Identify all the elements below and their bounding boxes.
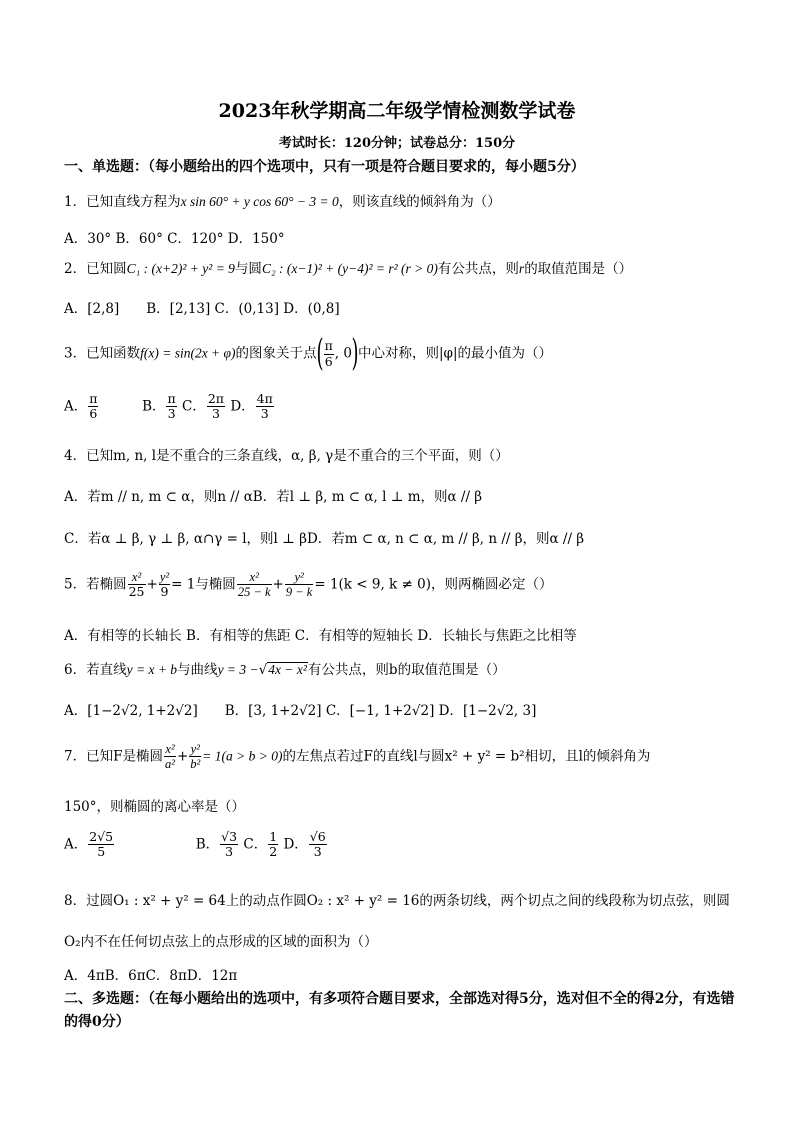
question-6: 6．若直线y = x + b与曲线y = 3 −√4x − x²有公共点，则b的取值范围是（） <box>64 662 506 678</box>
fraction-y2-b2: $\frac{\text{y²}}{\text{b²}}$ <box>190 742 201 772</box>
q7-option-d-fraction: $\frac{√6}{3}$ <box>309 829 326 860</box>
option-c-fraction: $\frac{2\pi}{3}$ <box>207 391 225 422</box>
question-7-line-2: 150°，则椭圆的离心率是（） <box>64 799 246 815</box>
question-3: 3．已知函数f(x) = sin(2x + φ)的图象关于点( $\frac{\pi}{6}$ , 0)中心对称，则|φ|的最小值为（） <box>64 333 553 374</box>
option-b-fraction: $\frac{\pi}{3}$ <box>167 391 176 422</box>
question-1: 1．已知直线方程为x sin 60° + y cos 60° − 3 = 0，则该直线的倾斜角为（） <box>64 194 501 210</box>
q7-option-b-fraction: $\frac{√3}{3}$ <box>221 829 238 860</box>
question-5: 5．若椭圆 $\frac{\text{x²}}{25}$ + $\frac{\text{y²}}{9}$ = 1与椭圆 $\frac{\text{x²}}{25 - k}$ + $\frac{\text{y²}}{9 - k}$ = 1(k < 9, k ≠ 0)，则两椭圆必定（） <box>64 570 553 600</box>
question-6-options: A．[1−2√2, 1+2√2] B．[3, 1+2√2] C．[−1, 1+2√2] D．[1−2√2, 3] <box>64 703 537 719</box>
fraction-x2-a2: $\frac{\text{x²}}{\text{a²}}$ <box>164 742 175 772</box>
fraction-y2-9: $\frac{\text{y²}}{9}$ <box>159 570 170 600</box>
question-7-options: A． $\frac{2√5}{5}$ B． $\frac{√3}{3}$ C． $\frac{1}{2}$ D． $\frac{√6}{3}$ <box>64 829 326 860</box>
fraction-x2-25k: $\frac{\text{x²}}{25 - k}$ <box>237 570 271 600</box>
question-8-line-2: O₂内不在任何切点弦上的点形成的区域的面积为（） <box>64 934 378 950</box>
question-2: 2．已知圆C₁ : (x+2)² + y² = 9与圆C₂ : (x−1)² + (y−4)² = r² (r > 0)有公共点，则r的取值范围是（） <box>64 261 633 277</box>
question-3-options: A． $\frac{\pi}{6}$ B． $\frac{\pi}{3}$ C． $\frac{2\pi}{3}$ D． $\frac{4\pi}{3}$ <box>64 391 273 422</box>
option-a-fraction: $\frac{\pi}{6}$ <box>89 391 98 422</box>
fraction-pi-6: $\frac{\pi}{6}$ <box>324 338 333 369</box>
exam-info: 考试时长：120分钟；试卷总分：150分 <box>278 136 516 151</box>
option-d-fraction: $\frac{4\pi}{3}$ <box>256 391 273 422</box>
section-single-choice: 一、单选题：（每小题给出的四个选项中，只有一项是符合题目要求的，每小题5分） <box>64 159 585 175</box>
q7-option-c-fraction: $\frac{1}{2}$ <box>269 829 278 860</box>
question-4: 4．已知m, n, l是不重合的三条直线，α, β, γ是不重合的三个平面，则（） <box>64 448 509 464</box>
question-4-options-cd: C．若α ⊥ β, γ ⊥ β, α∩γ = l，则l ⊥ βD．若m ⊂ α, n ⊂ α, m // β, n // β，则α // β <box>64 531 585 547</box>
page-title: 2023年秋学期高二年级学情检测数学试卷 <box>218 100 576 122</box>
question-8: 8．过圆O₁ : x² + y² = 64上的动点作圆O₂ : x² + y² = 16的两条切线，两个切点之间的线段称为切点弦，则圆 <box>64 893 730 909</box>
question-2-options: A．[2,8] B．[2,13] C．(0,13] D．(0,8] <box>64 301 340 317</box>
question-7: 7．已知F是椭圆 $\frac{\text{x²}}{\text{a²}}$ + $\frac{\text{y²}}{\text{b²}}$ = 1(a > b > 0)的左焦点若过F的直线l与圆x² + y² = b²相切，且l的倾斜角为 <box>64 742 651 772</box>
question-1-options: A．30° B．60° C．120° D．150° <box>64 231 285 247</box>
fraction-y2-9k: $\frac{\text{y²}}{9 - k}$ <box>285 570 313 600</box>
q7-option-a-fraction: $\frac{2√5}{5}$ <box>89 829 114 860</box>
question-4-options-ab: A．若m // n, m ⊂ α，则n // αB．若l ⊥ β, m ⊂ α, l ⊥ m，则α // β <box>64 489 483 505</box>
fraction-x2-25: $\frac{\text{x²}}{25}$ <box>128 570 145 600</box>
left-paren: ( <box>316 333 324 374</box>
right-paren: ) <box>351 333 359 374</box>
section-multiple-choice: 二、多选题：（在每小题给出的选项中，有多项符合题目要求，全部选对得5分，选对但不全的得2分，有选错的得0分） <box>64 991 735 1030</box>
question-5-options: A．有相等的长轴长 B．有相等的焦距 C．有相等的短轴长 D．长轴长与焦距之比相等 <box>64 628 577 644</box>
question-8-options: A．4πB．6πC．8πD．12π <box>64 968 238 984</box>
